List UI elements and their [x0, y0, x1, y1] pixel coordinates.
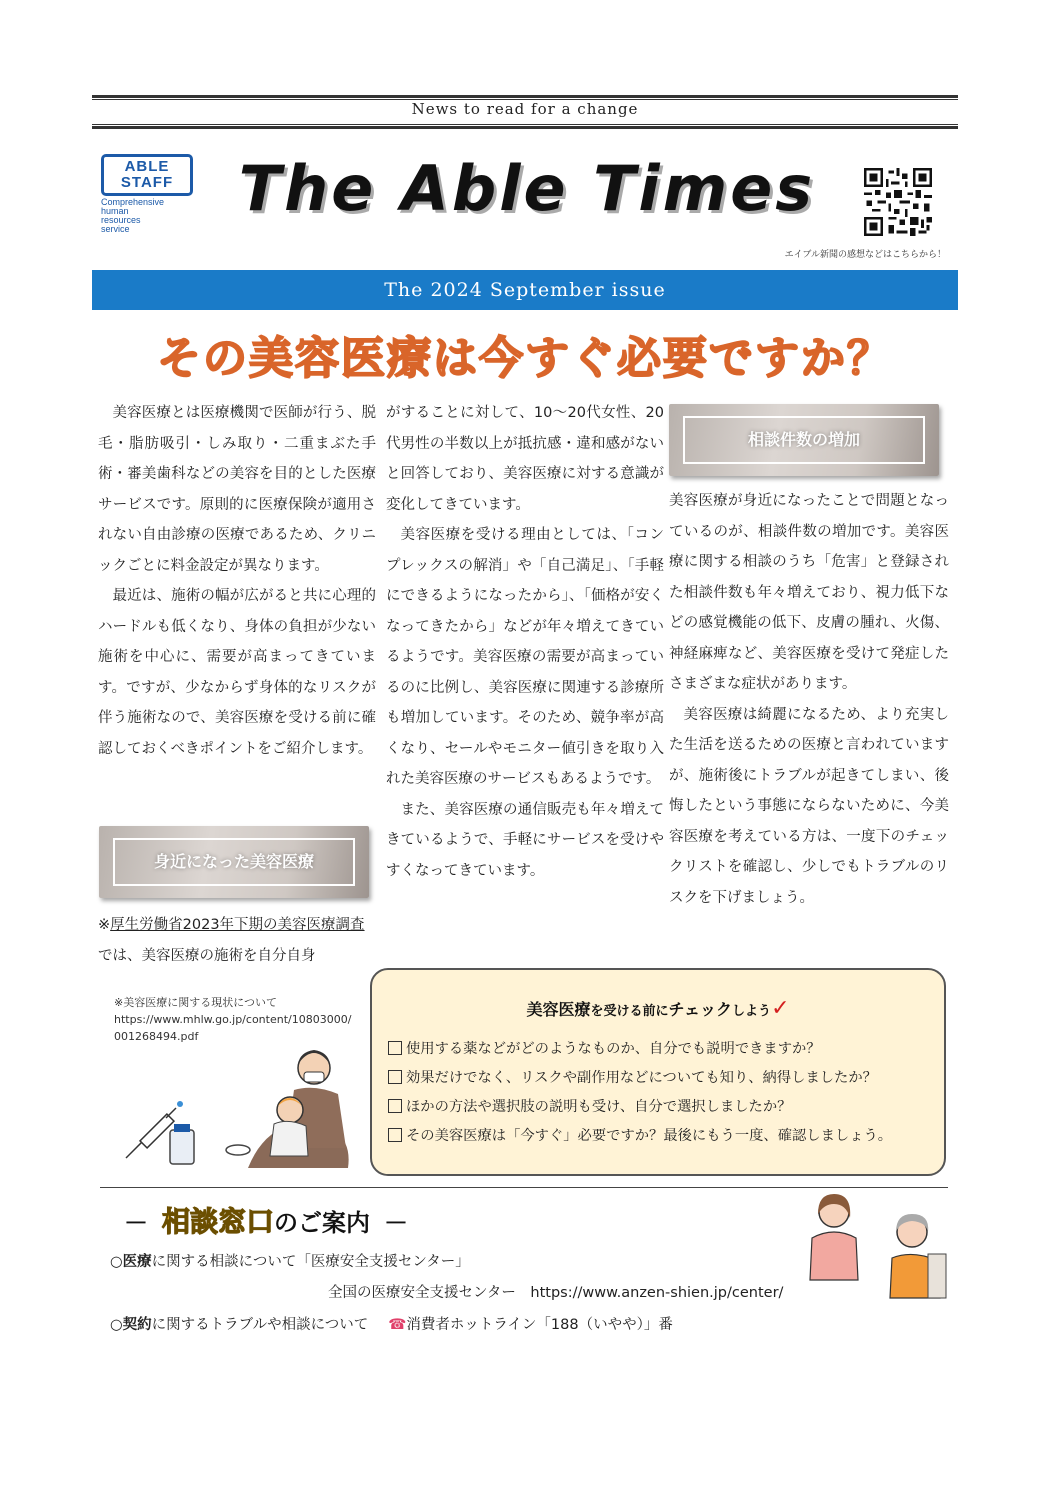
- tagline: News to read for a change: [411, 100, 639, 118]
- checkbox-icon[interactable]: [388, 1041, 402, 1055]
- logo-box: [101, 154, 193, 196]
- contact-section-title: [110, 1200, 422, 1240]
- logo-subtext: [101, 198, 193, 234]
- checkmark-icon: ✓: [771, 996, 790, 1021]
- hotline-text: 消費者ホットライン「188（いやや）」番: [406, 1317, 673, 1333]
- bullet-circle-icon: ○: [110, 1317, 123, 1333]
- consultation-illustration: [800, 1188, 950, 1304]
- col2-paragraph-3: また、美容医療の通信販売も年々増えてきているようで、手軽にサービスを受けやすくなってきています。: [386, 801, 664, 879]
- contact-title-highlight: 相談窓口: [162, 1205, 275, 1238]
- section-banner-consult-label: 相談件数の増加: [683, 416, 925, 464]
- checklist-item[interactable]: [388, 1122, 944, 1151]
- contact-line-center-url[interactable]: 全国の医療安全支援センター https://www.anzen-shien.jp/center/: [328, 1285, 784, 1301]
- checklist-title-b: を受ける前に: [590, 1004, 669, 1019]
- checklist-item[interactable]: [388, 1035, 944, 1064]
- logo-sub-4: service: [101, 224, 130, 234]
- col1-paragraph-1: 美容医療とは医療機関で医師が行う、脱毛・脂肪吸引・しみ取り・二重まぶた手術・審美歯科などの美容を目的とした医療サービスです。原則的に医療保険が適用されない自由診療の医療であるため、クリニックごとに料金設定が異なります。: [98, 405, 376, 574]
- checklist-title-d: しよう: [732, 1004, 772, 1019]
- article-column-1: [98, 398, 376, 764]
- nurse-illustration: [118, 1038, 358, 1168]
- note-prefix: ※: [98, 917, 111, 933]
- checklist-item-text: 効果だけでなく、リスクや副作用などについても知り、納得しましたか？: [406, 1070, 877, 1086]
- logo-sub-3: resources: [101, 215, 141, 225]
- col3-paragraph-2: 美容医療は綺麗になるため、より充実した生活を送るための医療と言われていますが、施術後にトラブルが起きてしまい、後悔したという事態にならないために、今美容医療を考えている方は、一度下のチェックリストを確認し、少しでもトラブルのリスクを下げましょう。: [669, 706, 949, 906]
- issue-band: The 2024 September issue: [92, 270, 958, 310]
- checkbox-icon[interactable]: [388, 1070, 402, 1084]
- contact-title-rest: のご案内: [274, 1209, 371, 1237]
- masthead-title: The Able Times: [238, 152, 816, 225]
- checklist-items: [388, 1035, 944, 1151]
- tagline-rule-thick: [92, 126, 958, 129]
- logo-line2: STAFF: [120, 174, 174, 191]
- checklist-item[interactable]: [388, 1093, 944, 1122]
- checklist-box: [370, 968, 946, 1176]
- phone-icon: ☎: [388, 1317, 407, 1333]
- col1-paragraph-2: 最近は、施術の幅が広がると共に心理的ハードルも低くなり、身体の負担が少ない施術を中心に、需要が高まってきています。ですが、少なからず身体的なリスクが伴う施術なので、美容医療を受ける前に確認しておくべきポイントをご紹介します。: [98, 588, 376, 757]
- source-label: ※美容医療に関する現状について: [114, 996, 277, 1009]
- able-staff-logo: [101, 154, 193, 234]
- contact-line-contract: [110, 1313, 673, 1334]
- note-underlined: 厚生労働省2023年下期の美容医療調査: [110, 917, 365, 933]
- contact-line3-text: に関するトラブルや相談について: [151, 1317, 369, 1333]
- checklist-title: [372, 996, 944, 1021]
- col2-paragraph-1: がすることに対して、10～20代女性、20代男性の半数以上が抵抗感・違和感がないと回答しており、美容医療に対する意識が変化してきています。: [386, 405, 664, 513]
- col2-paragraph-2: 美容医療を受ける理由としては、「コンプレックスの解消」や「自己満足」、「手軽にできるようになったから」、「価格が安くなってきたから」などが年々増えてきているようです。美容医療の需要が高まっているのに比例し、美容医療に関連する診療所も増加しています。そのため、競争率が高くなり、セールやモニター値引きを取り入れた美容医療のサービスもあるようです。: [386, 527, 664, 787]
- col3-paragraph-1: 美容医療が身近になったことで問題となっているのが、相談件数の増加です。美容医療に関する相談のうち「危害」と登録された相談件数も年々増えており、視力低下などの感覚機能の低下、皮膚の腫れ、火傷、神経麻痺など、美容医療を受けて発症したさまざまな症状があります。: [669, 493, 949, 692]
- headline: その美容医療は今すぐ必要ですか？: [157, 333, 893, 384]
- checklist-item-text: 使用する薬などがどのようなものか、自分でも説明できますか？: [406, 1041, 821, 1057]
- bullet-circle-icon: ○: [110, 1254, 123, 1270]
- title-dash-right: －: [384, 1209, 409, 1237]
- logo-sub-1: Comprehensive: [101, 197, 165, 207]
- article-column-2: [386, 398, 664, 886]
- checklist-item-text: その美容医療は「今すぐ」必要ですか？最後にもう一度、確認しましょう。: [406, 1128, 893, 1144]
- logo-line1: ABLE: [124, 158, 170, 175]
- title-dash-left: －: [124, 1209, 148, 1237]
- source-url[interactable]: https://www.mhlw.go.jp/content/10803000/001268494.pdf: [114, 1013, 352, 1043]
- checkbox-icon[interactable]: [388, 1099, 402, 1113]
- logo-sub-2: human: [101, 206, 129, 216]
- checklist-title-c: チェック: [668, 1000, 733, 1019]
- tagline-rule-thin: [92, 124, 958, 125]
- top-rule-thick: [92, 95, 958, 98]
- section-banner-near: [99, 826, 369, 898]
- section-banner-near-label: 身近になった美容医療: [113, 838, 355, 886]
- article-column-3: [669, 486, 949, 913]
- section-banner-consult: [669, 404, 939, 476]
- checklist-item[interactable]: [388, 1064, 944, 1093]
- checklist-item-text: ほかの方法や選択肢の説明も受け、自分で選択しましたか？: [406, 1099, 792, 1115]
- note-rest: では、美容医療の施術を自分自身: [98, 947, 316, 964]
- checkbox-icon[interactable]: [388, 1128, 402, 1142]
- contact-line3-bold: 契約: [122, 1317, 152, 1333]
- contact-line-medical: [110, 1250, 470, 1271]
- qr-caption: エイブル新聞の感想などはこちらから！: [784, 250, 946, 260]
- checklist-title-a: 美容医療: [526, 1000, 591, 1019]
- contact-line1-text: に関する相談について「医療安全支援センター」: [151, 1254, 470, 1270]
- qr-code-icon[interactable]: [864, 168, 932, 236]
- contact-line1-bold: 医療: [122, 1254, 152, 1270]
- survey-note: [98, 910, 378, 971]
